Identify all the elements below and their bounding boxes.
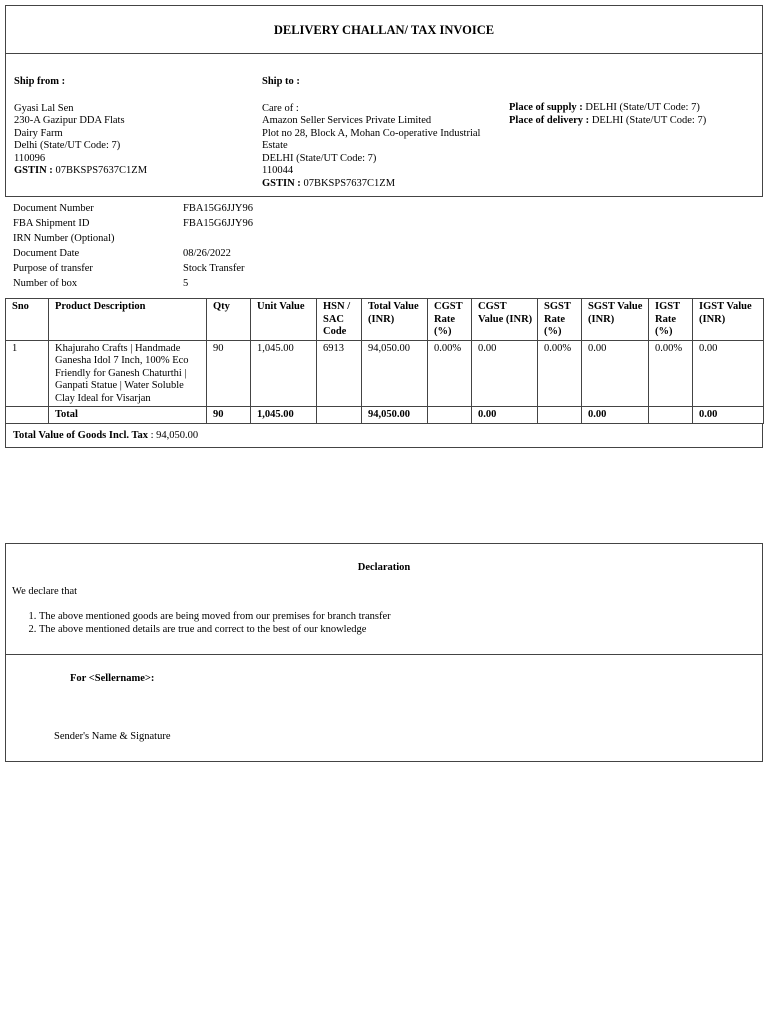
ship-from-section	[14, 76, 254, 178]
sender-signature-label: Sender's Name & Signature	[54, 731, 171, 742]
table-cell: 0.00%	[538, 340, 582, 407]
title-box	[5, 5, 763, 54]
table-cell	[428, 407, 472, 424]
ship-to-line: Amazon Seller Services Private Limited	[262, 115, 432, 126]
table-cell: 94,050.00	[362, 407, 428, 424]
ship-to-label: Ship to :	[262, 76, 300, 87]
document-value: FBA15G6JJY96	[183, 218, 254, 229]
ship-to-line: Estate	[262, 140, 288, 151]
table-cell: 90	[207, 407, 251, 424]
document-value: 5	[183, 278, 189, 289]
total-value-amount: 94,050.00	[156, 430, 199, 441]
column-header: Product Description	[49, 299, 207, 341]
table-cell: 90	[207, 340, 251, 407]
document-number-row	[13, 203, 373, 218]
column-header: IGST Rate (%)	[649, 299, 693, 341]
table-cell	[6, 407, 49, 424]
table-cell: 0.00	[582, 340, 649, 407]
for-seller-label: For <Sellername>:	[70, 673, 155, 684]
total-value-line: Total Value of Goods Incl. Tax : 94,050.00	[13, 430, 199, 441]
document-value: 08/26/2022	[183, 248, 231, 259]
ship-from-line: Dairy Farm	[14, 127, 63, 139]
address-box	[5, 53, 763, 197]
ship-to-gstin: GSTIN : 07BKSPS7637C1ZM	[262, 177, 396, 189]
document-label: IRN Number (Optional)	[13, 233, 115, 244]
document-label: FBA Shipment ID	[13, 218, 90, 229]
column-header: SGST Rate (%)	[538, 299, 582, 341]
table-cell	[317, 407, 362, 424]
column-header: Sno	[6, 299, 49, 341]
ship-from-label: Ship from :	[14, 76, 66, 87]
document-info	[13, 203, 373, 293]
column-header: CGST Rate (%)	[428, 299, 472, 341]
total-row	[6, 407, 764, 424]
document-date-row	[13, 248, 373, 263]
table-cell: 0.00	[693, 340, 764, 407]
table-row	[6, 340, 764, 407]
items-table	[5, 298, 764, 424]
table-cell: Khajuraho Crafts | Handmade Ganesha Idol 7 Inch, 100% Eco Friendly for Ganesh Chaturthi | Ganpati Statue | Water Soluble Clay Ideal for Visarjan	[49, 340, 207, 407]
declaration-item: 1. The above mentioned goods are being moved from our premises for branch transfer	[39, 611, 391, 624]
table-cell: 1,045.00	[251, 340, 317, 407]
column-header: Unit Value	[251, 299, 317, 341]
table-cell: 0.00	[582, 407, 649, 424]
ship-from-line: 110096	[14, 152, 46, 164]
document-label: Purpose of transfer	[13, 263, 93, 274]
declaration-intro: We declare that	[12, 586, 78, 597]
ship-to-line: 110044	[262, 165, 294, 176]
number-of-box-row	[13, 278, 373, 293]
declaration-list	[13, 611, 391, 636]
table-cell: 0.00	[693, 407, 764, 424]
place-section	[509, 102, 759, 127]
signature-box	[5, 654, 763, 762]
document-label: Document Number	[13, 203, 94, 214]
place-of-delivery: Place of delivery : DELHI (State/UT Code: 7)	[509, 114, 707, 126]
declaration-title: Declaration	[357, 562, 411, 573]
column-header: HSN / SAC Code	[317, 299, 362, 341]
ship-to-line: Care of :	[262, 102, 299, 114]
ship-from-line: Gyasi Lal Sen	[14, 102, 74, 114]
table-cell: 0.00	[472, 407, 538, 424]
ship-to-section	[262, 76, 507, 190]
page-title: DELIVERY CHALLAN/ TAX INVOICE	[273, 23, 495, 37]
column-header: CGST Value (INR)	[472, 299, 538, 341]
table-cell: 0.00%	[428, 340, 472, 407]
purpose-row	[13, 263, 373, 278]
table-cell: 1	[6, 340, 49, 407]
table-cell: 94,050.00	[362, 340, 428, 407]
table-cell	[649, 407, 693, 424]
table-cell: Total	[49, 407, 207, 424]
ship-to-line: DELHI (State/UT Code: 7)	[262, 152, 377, 164]
declaration-box	[5, 543, 763, 655]
ship-from-line: Delhi (State/UT Code: 7)	[14, 140, 121, 151]
table-cell: 0.00%	[649, 340, 693, 407]
ship-to-line: Plot no 28, Block A, Mohan Co-operative Industrial	[262, 127, 481, 139]
column-header: IGST Value (INR)	[693, 299, 764, 341]
table-header-row	[6, 299, 764, 341]
document-value: FBA15G6JJY96	[183, 203, 254, 214]
document-label: Document Date	[13, 248, 80, 259]
table-cell: 6913	[317, 340, 362, 407]
document-value: Stock Transfer	[183, 263, 245, 274]
table-cell	[538, 407, 582, 424]
column-header: Qty	[207, 299, 251, 341]
declaration-item: 2. The above mentioned details are true and correct to the best of our knowledge	[39, 624, 391, 637]
ship-from-line: 230-A Gazipur DDA Flats	[14, 115, 125, 126]
document-label: Number of box	[13, 278, 78, 289]
table-cell: 0.00	[472, 340, 538, 407]
ship-from-gstin: GSTIN : 07BKSPS7637C1ZM	[14, 165, 148, 176]
column-header: SGST Value (INR)	[582, 299, 649, 341]
table-cell: 1,045.00	[251, 407, 317, 424]
total-value-box	[5, 423, 763, 448]
column-header: Total Value (INR)	[362, 299, 428, 341]
total-value-label: Total Value of Goods Incl. Tax	[13, 430, 148, 441]
place-of-supply: Place of supply : DELHI (State/UT Code: 7)	[509, 102, 700, 113]
fba-shipment-row	[13, 218, 373, 233]
irn-number-row	[13, 233, 373, 248]
